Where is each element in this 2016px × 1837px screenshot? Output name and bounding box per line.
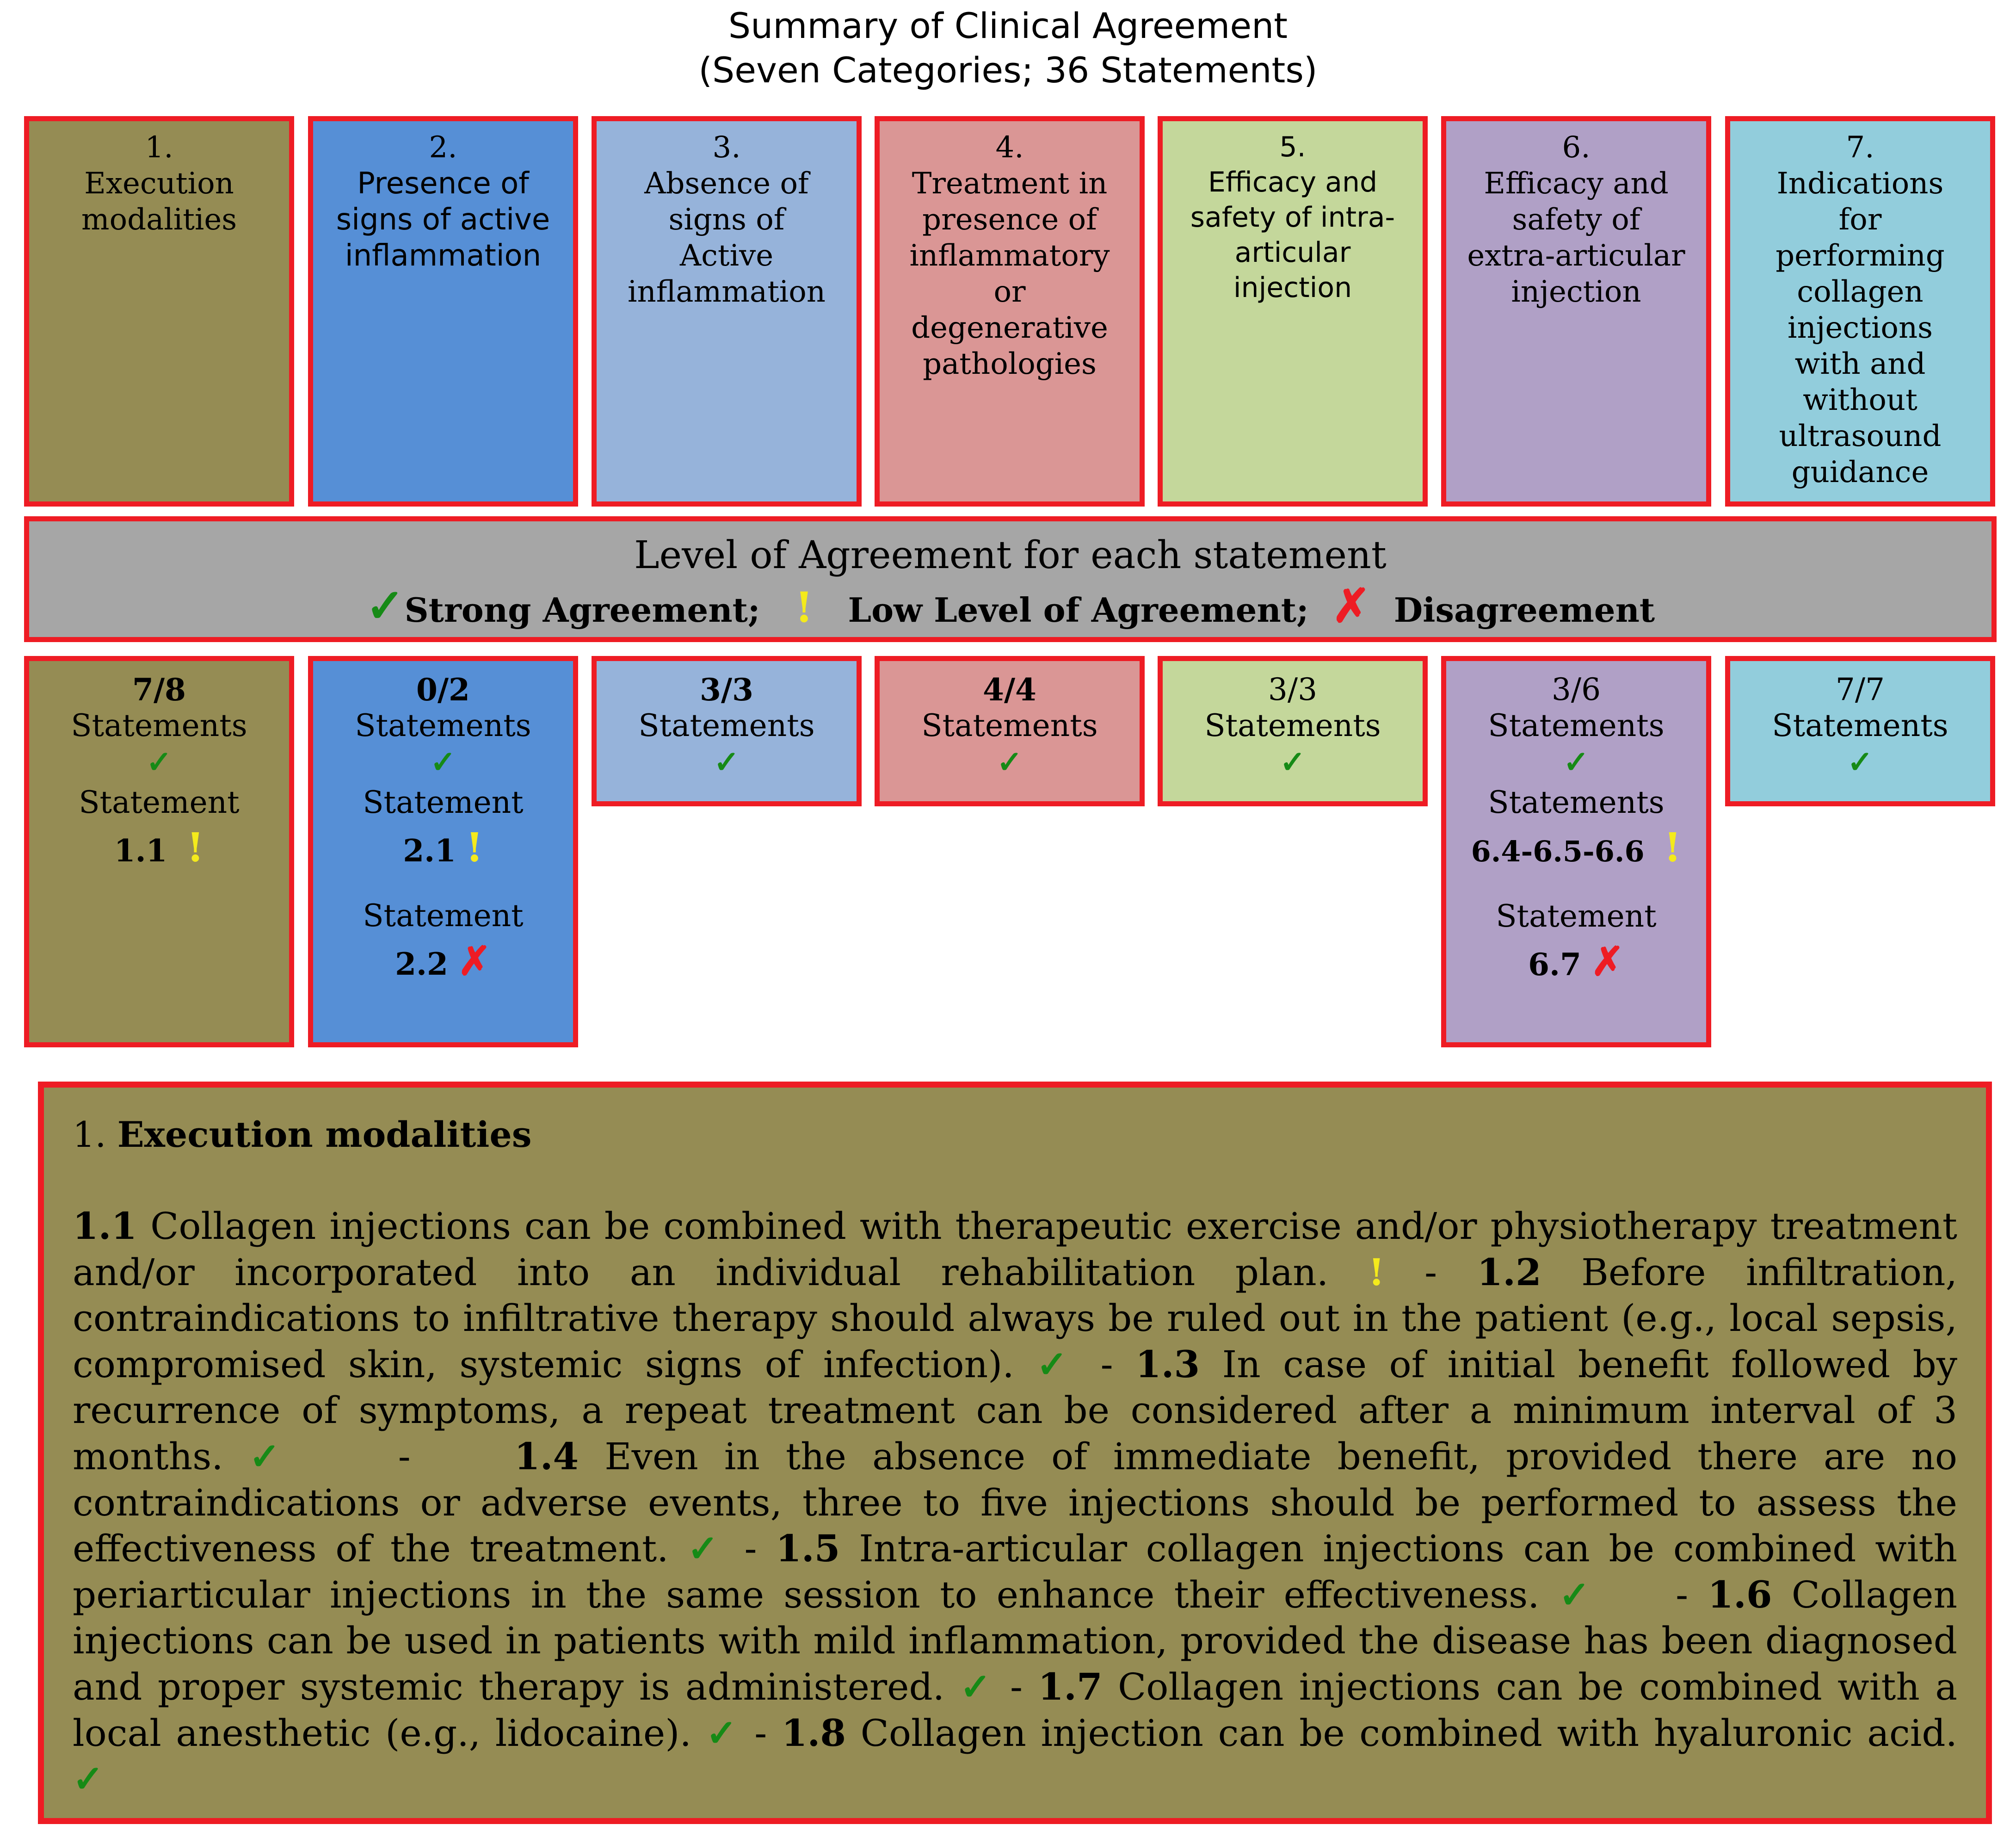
stat-label: Statements [1772,708,1948,743]
statement-id: 1.6 [1708,1572,1772,1616]
category-number: 2. [429,130,457,165]
statement-text: Collagen injections can be used in patients with mild inflammation, provided the disease has been diagnosed and proper systemic therapy is administered. [73,1573,1958,1708]
statement-id: 1.2 [1477,1250,1541,1294]
category-title-line: presence of [922,203,1097,237]
stat-count: 3/3 [1268,672,1318,707]
category-title-line: Absence of [644,167,809,201]
stat-label: Statements [638,708,815,743]
stat-label: Statements [355,708,531,743]
category-title-line: performing [1776,239,1945,273]
statement-text: In case of initial benefit followed by recurrence of symptoms, a repeat treatment can be considered after a minimum interval of 3 months. [73,1342,1958,1478]
category-number: 4. [995,130,1024,165]
stat-box-3 [592,656,862,806]
statement-id: 1.3 [1135,1342,1200,1386]
stat-box-7 [1725,656,1995,806]
stat-exception [313,824,573,872]
statement-separator: - [1597,1573,1708,1616]
cross-icon: ✗ [1591,938,1624,985]
check-icon: ✓ [997,744,1023,780]
stat-exception-label: Statement [363,785,524,820]
category-title-line: Indications [1776,167,1944,201]
category-box-6 [1441,116,1711,507]
category-title-line: signs of active [336,203,550,237]
exclamation-icon: ! [1664,824,1682,871]
cross-icon: ✗ [457,938,491,984]
stat-exception [1446,824,1706,872]
category-title-line: ultrasound [1779,419,1942,453]
stat-exception [1446,938,1706,985]
stat-box-2 [308,656,578,1047]
category-number: 6. [1562,130,1591,165]
statement-id: 1.4 [514,1434,579,1478]
category-title-line: injection [1511,275,1641,309]
detail-statements [73,1203,1957,1802]
check-icon: ✓ [1036,1342,1079,1386]
category-title-line: inflammation [345,239,542,273]
cross-icon: ✗ [1332,578,1371,633]
agreement-legend [24,516,1997,642]
category-box-3 [592,116,862,507]
stat-label: Statements [1204,708,1381,743]
category-title-line: Active [679,239,774,273]
category-title-line: guidance [1791,455,1929,489]
statement-id: 1.7 [1038,1664,1103,1708]
check-icon: ✓ [706,1711,740,1755]
category-box-7 [1725,116,1995,507]
check-icon: ✓ [687,1527,726,1571]
stat-box-4 [875,656,1145,806]
check-icon: ✓ [365,578,405,633]
detail-heading [73,1112,1957,1158]
check-icon: ✓ [430,744,456,780]
diagram-title-line-2: (Seven Categories; 36 Statements) [698,49,1318,91]
statement-separator: - [1384,1250,1477,1294]
check-icon: ✓ [1563,744,1589,780]
stat-exception-label: Statement [1496,898,1657,934]
detail-heading-number: 1. [73,1114,106,1155]
category-title-line: Treatment in [912,167,1108,201]
exclamation-icon: ! [795,583,814,632]
category-title-line: Execution [84,167,234,201]
category-title-line: collagen [1797,275,1924,309]
stat-box-6 [1441,656,1711,1047]
statement-text: Intra-articular collagen injections can be combined with periarticular injections in the same session to enhance their effectiveness. [73,1527,1958,1616]
category-title-line: Presence of [357,167,529,201]
category-box-2 [308,116,578,507]
statement-id: 6.7 [1528,946,1581,983]
stat-exception [313,938,573,985]
statement-text: Collagen injections can be combined with therapeutic exercise and/or physiotherapy treatment and/or incorporated into an individual rehabilitation plan. [73,1205,1957,1294]
detail-heading-title: Execution modalities [117,1114,532,1155]
category-title-line: pathologies [923,347,1097,381]
category-title-line: signs of [668,203,785,237]
stat-exception-label: Statement [79,785,240,820]
category-title-line: degenerative [911,311,1108,345]
category-title-line: Efficacy and [1208,166,1378,198]
category-title-line: inflammatory [909,239,1110,273]
category-number: 7. [1846,130,1874,165]
category-title-line: modalities [81,203,237,237]
category-title-line: for [1838,203,1882,237]
category-title-line: without [1803,383,1917,417]
statement-id: 1.1 [73,1204,137,1248]
execution-modalities-detail [38,1082,1992,1824]
stat-count: 3/3 [700,672,753,708]
category-title-line: Efficacy and [1484,167,1669,201]
stat-exception [29,824,289,872]
statement-id: 2.2 [395,946,448,982]
stat-count: 0/2 [416,672,470,708]
stat-box-5 [1158,656,1428,806]
category-title-line: articular [1234,236,1351,269]
stat-box-1 [24,656,294,1047]
category-number: 3. [712,130,741,165]
stat-exception-label: Statements [1488,785,1665,820]
statement-separator: - [994,1665,1038,1708]
statement-text: Before infiltration, contraindications to infiltrative therapy should always be ruled out in the patient (e.g., local sepsis, compromised skin, systemic signs of infection). [73,1250,1957,1386]
statement-text: Collagen injection can be combined with hyaluronic acid. [846,1711,1958,1755]
category-title-line: safety of [1512,203,1640,237]
exclamation-icon: ! [186,824,204,871]
check-icon: ✓ [146,744,172,780]
category-box-4 [875,116,1145,507]
legend-strong-label: Strong Agreement; [404,590,760,630]
category-title-line: safety of intra- [1190,201,1395,234]
stat-label: Statements [1488,708,1665,743]
statement-text: Even in the absence of immediate benefit, provided there are no contraindications or adverse events, three to five injections should be performed to assess the effectiveness of the treatment. [73,1435,1958,1571]
exclamation-icon: ! [466,824,483,871]
category-box-5 [1158,116,1428,507]
exclamation-icon: ! [1368,1250,1385,1294]
category-title-line: injection [1233,272,1352,304]
statement-separator: - [725,1527,776,1571]
legend-disagree-label: Disagreement [1393,590,1655,630]
statement-separator: - [294,1435,515,1478]
statement-separator: - [740,1711,782,1755]
check-icon: ✓ [249,1434,295,1478]
statement-id: 6.4-6.5-6.6 [1471,835,1645,868]
category-title-line: inflammation [628,275,826,309]
check-icon: ✓ [960,1664,995,1708]
statement-id: 2.1 [403,833,456,869]
check-icon: ✓ [1280,744,1306,780]
statement-id: 1.1 [114,833,167,869]
category-title-line: extra-articular [1467,239,1685,273]
stat-count: 7/7 [1835,672,1885,707]
category-title-line: or [993,275,1026,309]
statement-id: 1.8 [781,1711,846,1755]
legend-low-label: Low Level of Agreement; [848,590,1309,630]
stat-count: 7/8 [132,672,186,708]
category-number: 5. [1279,131,1306,163]
statement-separator: - [1078,1342,1136,1386]
category-title-line: injections [1787,311,1933,345]
check-icon: ✓ [73,1757,104,1801]
stat-count: 4/4 [983,672,1036,708]
check-icon: ✓ [1559,1572,1598,1616]
diagram-title-line-1: Summary of Clinical Agreement [728,5,1288,46]
stat-label: Statements [921,708,1098,743]
check-icon: ✓ [1847,744,1873,780]
stat-label: Statements [71,708,247,743]
statement-id: 1.5 [776,1527,840,1571]
statement-text: Collagen injections can be combined with a local anesthetic (e.g., lidocaine). [73,1665,1958,1755]
category-box-1 [24,116,294,507]
legend-row [29,578,1991,635]
category-number: 1. [145,130,173,165]
category-title-line: with and [1794,347,1926,381]
legend-heading: Level of Agreement for each statement [634,533,1387,577]
stat-count: 3/6 [1551,672,1601,707]
check-icon: ✓ [714,744,740,780]
stat-exception-label: Statement [363,898,524,934]
